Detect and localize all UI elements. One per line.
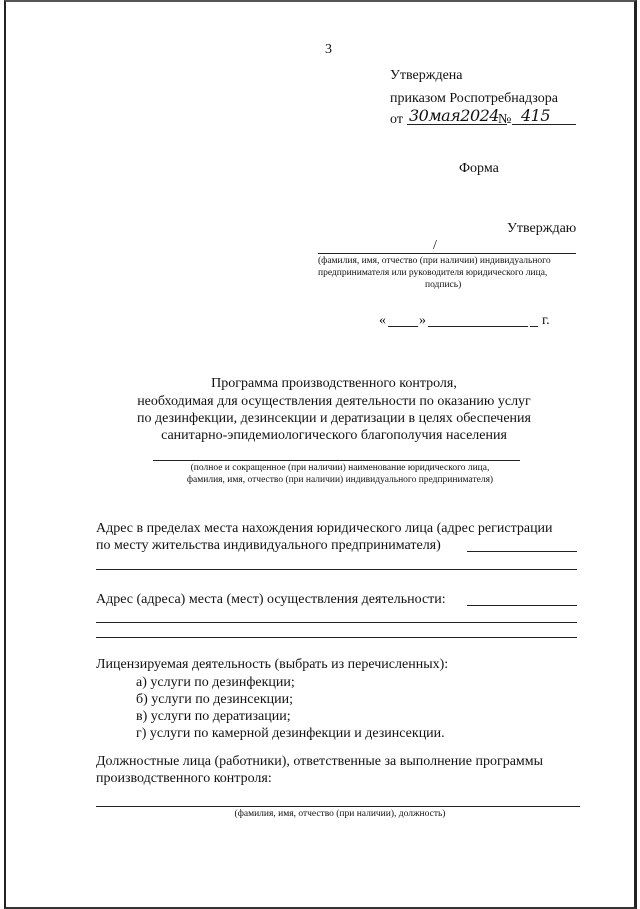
address-registration-1: Адрес в пределах места нахождения юридического лица (адрес регистрации	[96, 521, 553, 536]
date-quote-open: «	[379, 313, 386, 328]
date-year-suffix: г.	[542, 313, 550, 328]
program-title-2: необходимая для осуществления деятельности по оказанию услуг	[137, 394, 531, 409]
entity-caption-2: фамилия, имя, отчество (при наличии) индивидуального предпринимателя)	[186, 475, 494, 485]
licensed-item-d: г) услуги по камерной дезинфекции и дезинсекции.	[136, 726, 445, 741]
approval-number-handwritten: 415	[521, 106, 551, 125]
program-title-4: санитарно-эпидемиологического благополучия населения	[161, 428, 507, 443]
date-day-line	[388, 326, 418, 327]
approval-line-2: приказом Роспотребнадзора	[390, 91, 558, 106]
officials-line-2: производственного контроля:	[96, 771, 272, 786]
address-registration-2: по месту жительства индивидуального предпринимателя)	[96, 538, 441, 553]
approver-caption-2: предпринимателя или руководителя юридического лица,	[318, 268, 548, 278]
licensed-item-b: б) услуги по дезинсекции;	[136, 692, 294, 707]
date-year-line	[530, 326, 538, 327]
date-quote-close: »	[419, 313, 426, 328]
licensed-intro: Лицензируемая деятельность (выбрать из перечисленных):	[96, 657, 449, 672]
address-activity-line-1	[96, 622, 577, 623]
address-activity-line-2	[96, 637, 577, 638]
address-activity-inline-line	[467, 605, 577, 606]
officials-caption: (фамилия, имя, отчество (при наличии), должность)	[234, 809, 446, 819]
officials-fill-line	[96, 806, 580, 807]
address-registration-inline-line	[467, 551, 577, 552]
program-title-1: Программа производственного контроля,	[211, 376, 457, 391]
form-label: Форма	[459, 161, 499, 176]
approval-date-handwritten: 30мая2024	[409, 106, 499, 125]
program-title-3: по дезинфекции, дезинсекции и дератизации в целях обеспечения	[137, 411, 531, 426]
approver-caption-1: (фамилия, имя, отчество (при наличии) индивидуального	[318, 256, 551, 266]
approval-number-sign: №	[498, 112, 512, 127]
address-activity-label: Адрес (адреса) места (мест) осуществления деятельности:	[96, 592, 446, 607]
page-number: 3	[325, 42, 332, 57]
approver-caption-3: подпись)	[425, 280, 462, 290]
licensed-item-c: в) услуги по дератизации;	[136, 709, 291, 724]
approve-title: Утверждаю	[507, 221, 577, 236]
approval-date-prefix: от	[390, 112, 403, 127]
entity-name-line	[153, 460, 520, 461]
officials-line-1: Должностные лица (работники), ответственные за выполнение программы	[96, 754, 544, 769]
licensed-item-a: а) услуги по дезинфекции;	[136, 675, 295, 690]
approver-slash: /	[433, 238, 437, 253]
approval-line-1: Утверждена	[390, 68, 463, 83]
date-month-line	[428, 326, 528, 327]
entity-caption-1: (полное и сокращенное (при наличии) наименование юридического лица,	[190, 463, 490, 473]
approver-signature-line	[318, 253, 576, 254]
address-registration-line	[96, 569, 577, 570]
